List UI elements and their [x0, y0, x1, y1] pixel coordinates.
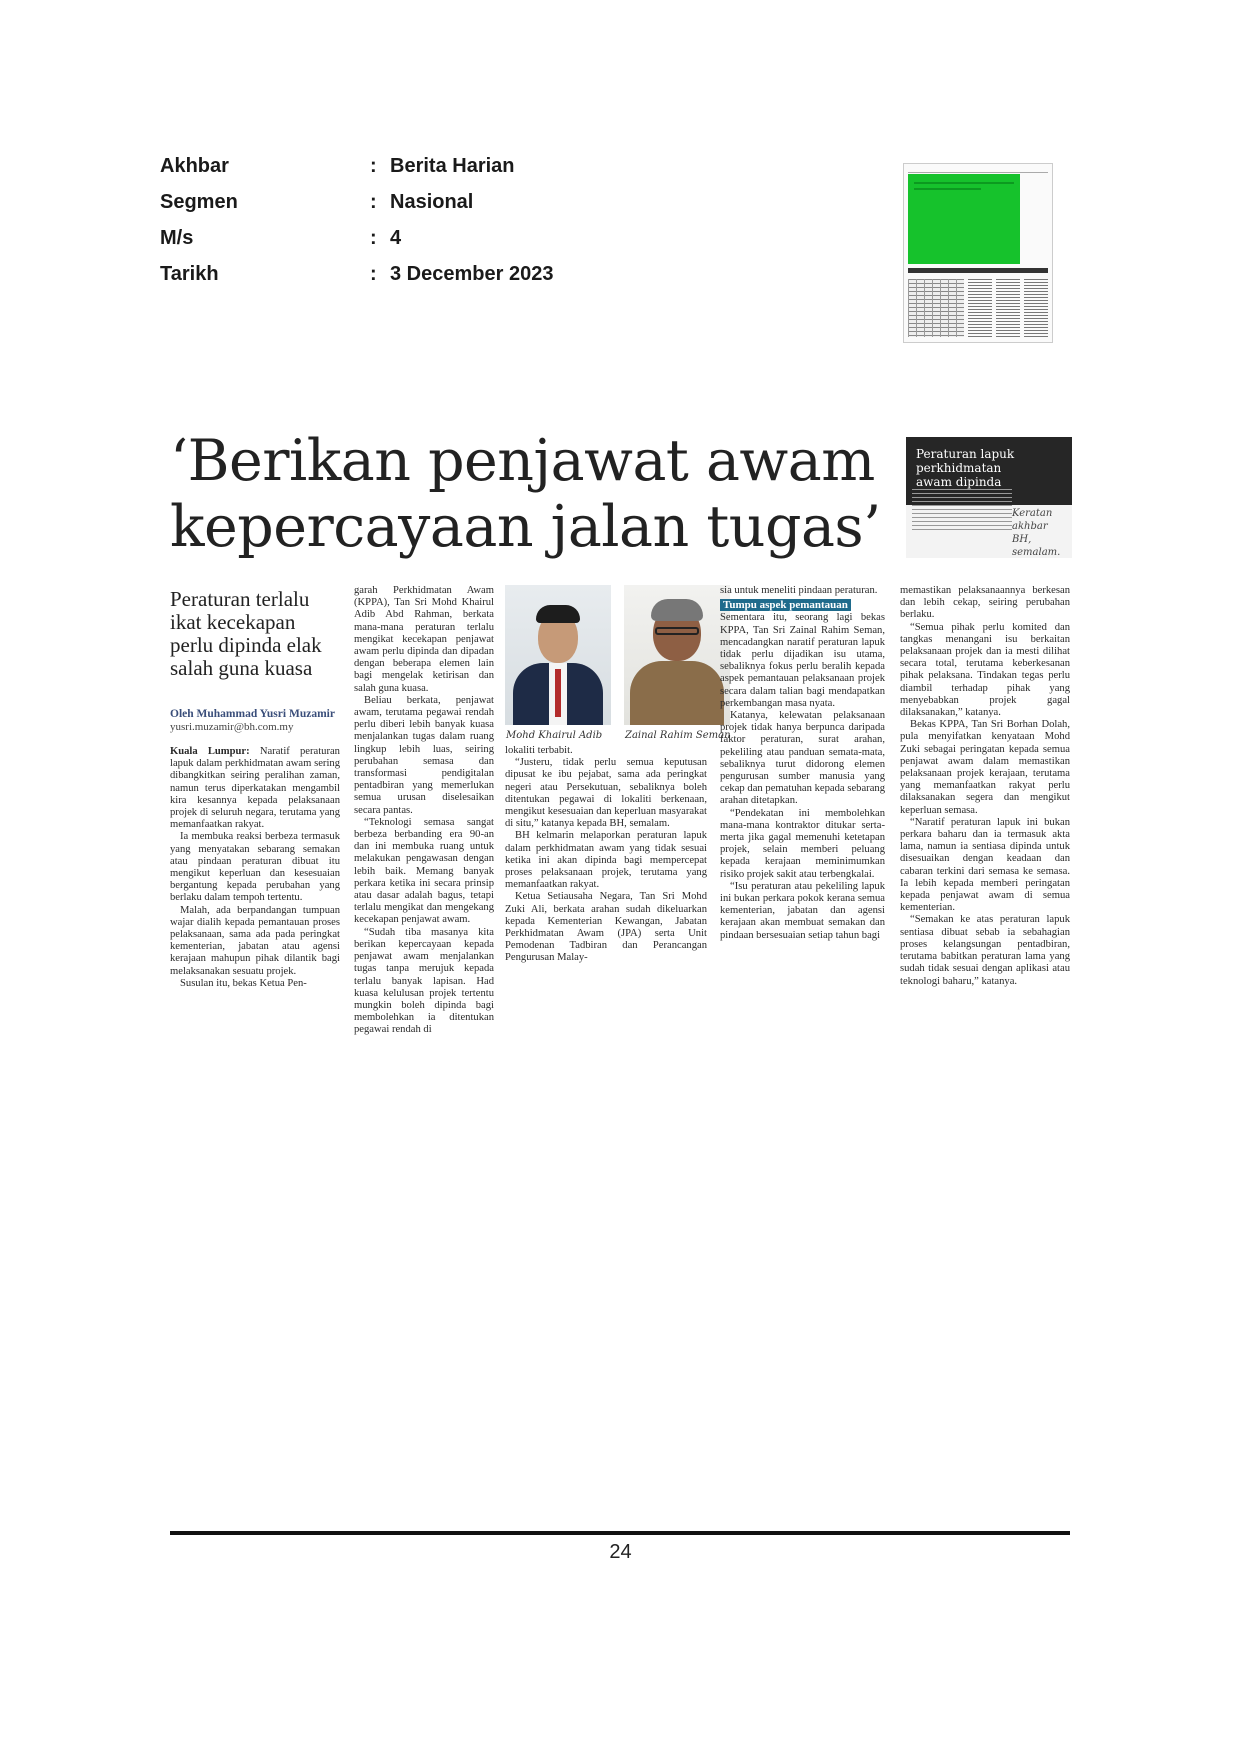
meta-value: 4 — [390, 226, 402, 249]
article-column-2 — [354, 585, 494, 1037]
photo-figure-tie — [555, 669, 561, 717]
paragraph — [170, 746, 340, 831]
meta-label: Tarikh — [160, 262, 219, 285]
thumbnail-line — [914, 188, 981, 190]
article-headline — [170, 428, 890, 560]
photo-mohd-khairul-adib — [505, 585, 611, 725]
paragraph: “Pendekatan ini membolehkan mana-mana kontraktor ditukar serta-merta jika gagal memenuhi ketetapan projek, selain memberi peluang kepada kerajaan meminimumkan risiko projek sakit atau terbengkalai. — [720, 807, 885, 880]
paragraph: “Semakan ke atas peraturan lapuk sentiasa dibuat sebab ia sebahagian proses kelangsungan pentadbiran, terutama babitkan peraturan lama yang sudah tidak sesuai dengan aplikasi atau teknologi baharu,” katanya. — [900, 914, 1070, 987]
paragraph: lokaliti terbabit. — [505, 745, 573, 756]
article-column-1 — [170, 588, 340, 990]
dateline: Kuala Lumpur: — [170, 746, 250, 757]
author-email: yusri.muzamir@bh.com.my — [170, 721, 294, 733]
thumbnail-header-rule — [908, 166, 1048, 173]
meta-separator: : — [370, 262, 377, 285]
meta-row-segmen — [160, 184, 553, 220]
paragraph: “Naratif peraturan lapuk ini bukan perkara baharu dan ia termasuk akta lama, namun ia sentiasa dipinda untuk disesuaikan dengan keadaan dan cabaran terkini dari semasa ke semasa. Ia lebih kepada memberi peringatan kepada penjawat awam di semua kementerian. — [900, 816, 1070, 914]
meta-value: 3 December 2023 — [390, 262, 554, 285]
photo-caption: Mohd Khairul Adib — [506, 730, 603, 741]
clipping-text-lines — [912, 489, 1012, 533]
meta-value: Berita Harian — [390, 154, 515, 177]
meta-value: Nasional — [390, 190, 474, 213]
paragraph: Susulan itu, bekas Ketua Pen- — [180, 977, 307, 989]
meta-label: Segmen — [160, 190, 238, 213]
clipping-title: Peraturan lapuk perkhidmatan awam dipinda — [916, 447, 1015, 489]
photo-figure-hair — [536, 605, 580, 623]
thumbnail-table — [908, 279, 964, 337]
article-column-5 — [900, 585, 1070, 988]
article-byline: Oleh Muhammad Yusri Muzamir — [170, 708, 335, 720]
paragraph-text: Naratif peraturan lapuk dalam perkhidmatan awam sering dibangkitkan seiring peralihan zaman, namun terus diperkatakan mengambil kira kesannya kepada pelaksanaan projek di seluruh negara, terutama yang memanfaatkan rakyat. — [170, 746, 340, 831]
section-heading: Tumpu aspek pemantauan — [720, 599, 851, 611]
meta-label: M/s — [160, 226, 194, 249]
clipping-metadata — [160, 148, 553, 292]
paragraph: sia untuk meneliti pindaan peraturan. — [720, 585, 878, 596]
paragraph: “Justeru, tidak perlu semua keputusan dipusat ke ibu pejabat, sama ada peringkat negeri atau Persekutuan, sebaliknya boleh ditentukan pegawai di lokaliti berkenaan, mengikut kesesuaian dan keperluan masyarakat di situ,” katanya kepada BH, semalam. — [505, 757, 707, 830]
thumbnail-column — [968, 279, 992, 337]
meta-row-page — [160, 220, 553, 256]
meta-label: Akhbar — [160, 154, 229, 177]
article-column-4 — [720, 585, 885, 942]
photo-zainal-rahim-seman — [624, 585, 730, 725]
footer-rule — [170, 1531, 1070, 1535]
meta-row-tarikh — [160, 256, 553, 292]
paragraph: BH kelmarin melaporkan peraturan lapuk dalam perkhidmatan awam yang tidak sesuai ketika ini akan dipinda bagi mempercepat proses pelaksanaan projek, terutama yang memanfaatkan rakyat. — [505, 830, 707, 891]
headline-line: kepercayaan jalan tugas’ — [170, 494, 881, 560]
photo-figure-body — [630, 661, 724, 725]
paragraph: Bekas KPPA, Tan Sri Borhan Dolah, pula menyifatkan kenyataan Mohd Zuki sebagai peringatan kepada semua penjawat awam dalam memastikan pelaksanaan projek kerajaan, terutama yang memanfaatkan rakyat perlu dilaksanakan segera dan mengikut keperluan semasa. — [900, 719, 1070, 816]
paragraph: “Semua pihak perlu komited dan tangkas menangani isu berkaitan pelaksanaan projek dan ia mesti dilihat secara total, terutama keberkesanan pihak pelaksana. Tindakan tegas perlu diambil terhadap pihak yang menyebabkan projek gagal dilaksanakan,” katanya. — [900, 621, 1070, 719]
thumbnail-column — [996, 279, 1020, 337]
thumbnail-column — [1024, 279, 1048, 337]
meta-separator: : — [370, 226, 377, 249]
paragraph: “Isu peraturan atau pekeliling lapuk ini bukan perkara pokok kerana semua kementerian, jabatan dan agensi kerajaan akan membuat semakan dan pindaan bersesuaian setiap tahun bagi — [720, 880, 885, 941]
page-number: 24 — [609, 1541, 632, 1563]
paragraph: memastikan pelaksanaannya berkesan dan lebih cekap, seiring perubahan berlaku. — [900, 585, 1070, 621]
headline-line: ‘Berikan penjawat awam — [170, 428, 875, 494]
thumbnail-line — [914, 182, 1014, 184]
photo-figure-hair — [651, 599, 703, 621]
paragraph: Beliau berkata, penjawat awam, terutama pegawai rendah perlu diberi lebih banyak kuasa menjalankan tugas dalam ruang lingkup lebih luas, seiring perubahan semasa dan transformasi pendigitalan pentadbiran yang memerlukan semua urusan diselesaikan secara pantas. — [354, 694, 494, 816]
paragraph: Katanya, kelewatan pelaksanaan projek tidak hanya berpunca daripada faktor peraturan, surat arahan, pekeliling atau panduan semata-mata, sebaliknya turut didorong elemen pengurusan sumber manusia yang cekap dan pematuhan kepada sebarang arahan ditetapkan. — [720, 710, 885, 807]
thumbnail-highlight-area — [908, 174, 1020, 264]
page-thumbnail — [903, 163, 1053, 343]
article-column-3 — [505, 745, 707, 965]
paragraph: Ia membuka reaksi berbeza termasuk yang menyatakan sebarang semakan atau pindaan peraturan dibuat itu mengikut keperluan dan kesesuaian bergantung kepada perubahan yang berlaku dalam tempoh tertentu. — [170, 831, 340, 904]
thumbnail-title-bar — [908, 268, 1048, 273]
paragraph: “Sudah tiba masanya kita berikan kepercayaan kepada penjawat awam menjalankan tugas tanpa merujuk kepada terlalu banyak lapisan. Had kuasa kelulusan projek tertentu mungkin boleh dipinda bagi membolehkan ia ditentukan pegawai rendah di — [354, 926, 494, 1036]
paragraph: garah Perkhidmatan Awam (KPPA), Tan Sri Mohd Khairul Adib Abd Rahman, berkata mana-mana peraturan terlalu mengikat kecekapan penjawat awam perlu dipinda dan dipadan dengan beberapa elemen lain bagi mengelak ketirisan dan salah guna kuasa. — [354, 585, 494, 694]
column-body — [170, 746, 340, 990]
meta-row-akhbar — [160, 148, 553, 184]
paragraph: Ketua Setiausaha Negara, Tan Sri Mohd Zuki Ali, berkata arahan sudah dikeluarkan kepada Kementerian Kewangan, Jabatan Perkhidmatan Awam (JPA) serta Unit Pemodenan Tadbiran dan Perancangan Pengurusan Malay- — [505, 891, 707, 964]
paragraph: Sementara itu, seorang lagi bekas KPPA, Tan Sri Zainal Rahim Seman, mencadangkan naratif peraturan lapuk tidak perlu dijadikan isu utama, sebaliknya fokus perlu beralih kepada aspek pemantauan pelaksanaan projek secara dalam talian bagi mendapatkan perkembangan masa nyata. — [720, 612, 885, 709]
clipping-caption: Keratan akhbar BH, semalam. — [1012, 508, 1061, 558]
meta-separator: : — [370, 190, 377, 213]
photo-caption: Zainal Rahim Seman — [625, 730, 731, 741]
paragraph: “Teknologi semasa sangat berbeza berbanding era 90-an dan ini membuka ruang untuk melakukan pengawasan dengan lebih baik. Memang banyak perkara ketika ini secara prinsip atau dasar adalah bagus, tetapi terlalu mengikat dan mengekang kecekapan penjawat awam. — [354, 816, 494, 926]
photo-figure-glasses — [655, 627, 699, 635]
reference-clipping — [906, 437, 1072, 558]
paragraph: Malah, ada berpandangan tumpuan wajar dialih kepada pemantauan proses pelaksanaan, sama ada pada peringkat kementerian, jabatan atau agensi kerajaan mahupun pihak dilantik bagi melaksanakan sesuatu projek. — [170, 904, 340, 977]
article-subheadline: Peraturan terlalu ikat kecekapan perlu dipinda elak salah guna kuasa — [170, 587, 322, 680]
meta-separator: : — [370, 154, 377, 177]
